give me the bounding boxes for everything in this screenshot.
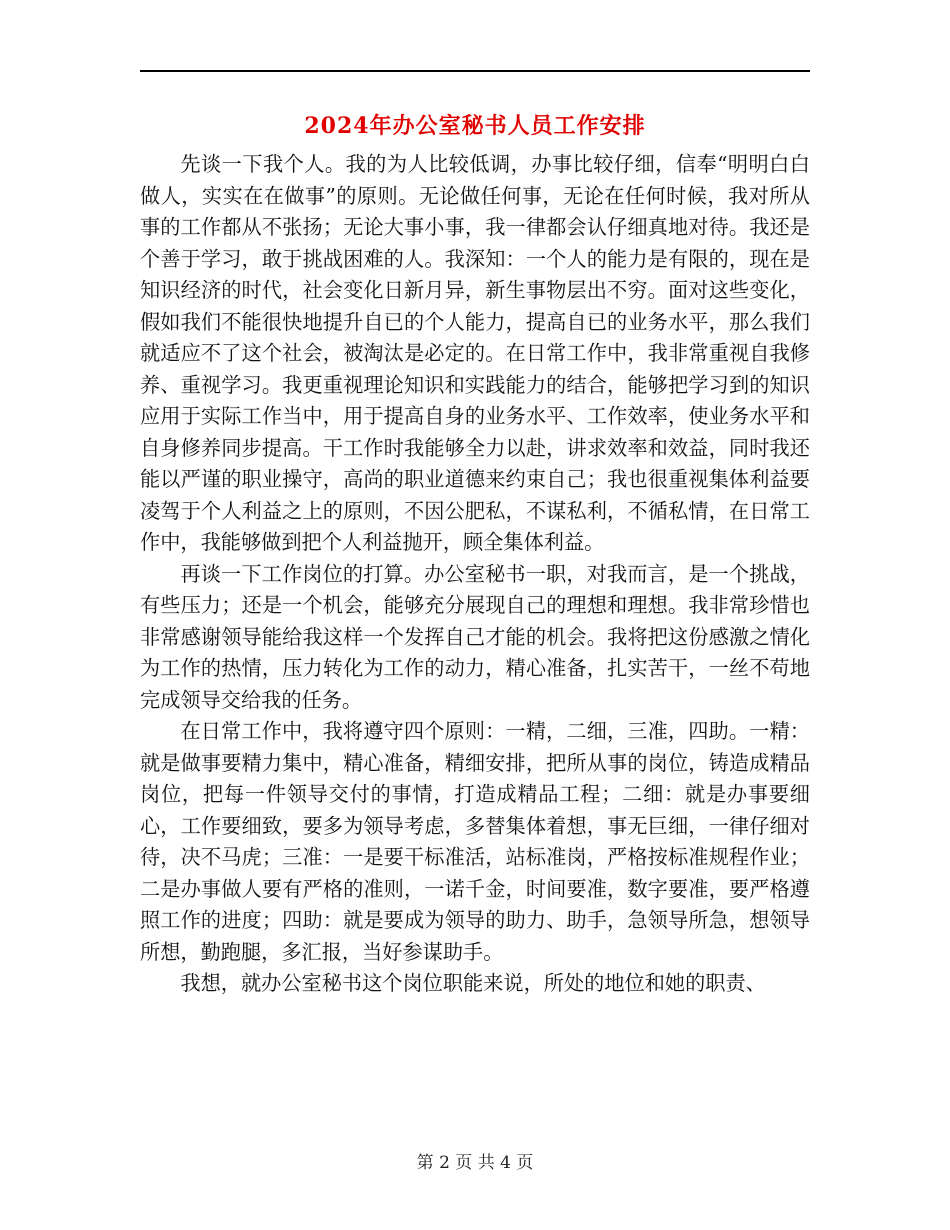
header-rule: [140, 70, 810, 72]
paragraph: 我想，就办公室秘书这个岗位职能来说，所处的地位和她的职责、: [180, 971, 766, 995]
paragraph: 再谈一下工作岗位的打算。办公室秘书一职，对我而言，是一个挑战，有些压力；还是一个机会，能够充分展现自己的理想和理想。我非常珍惜也非常感谢领导能给我这样一个发挥自己才能的机会。我将把这份感激之情化为工作的热情，压力转化为工作的动力，精心准备，扎实苦干，一丝不苟地完成领导交给我的任务。: [140, 561, 810, 712]
document-title: 2024年办公室秘书人员工作安排: [304, 113, 646, 139]
page-number-footer: 第 2 页 共 4 页: [416, 1153, 534, 1173]
paragraph: 先谈一下我个人。我的为人比较低调，办事比较仔细，信奉“明明白白做人，实实在在做事”的原则。无论做任何事，无论在任何时候，我对所从事的工作都从不张扬；无论大事小事，我一律都会认仔细真地对待。我还是个善于学习，敢于挑战困难的人。我深知：一个人的能力是有限的，现在是知识经济的时代，社会变化日新月异，新生事物层出不穷。面对这些变化，假如我们不能很快地提升自已的个人能力，提高自已的业务水平，那么我们就适应不了这个社会，被淘汰是必定的。在日常工作中，我非常重视自我修养、重视学习。我更重视理论知识和实践能力的结合，能够把学习到的知识应用于实际工作当中，用于提高自身的业务水平、工作效率，使业务水平和自身修养同步提高。干工作时我能够全力以赴，讲求效率和效益，同时我还能以严谨的职业操守，高尚的职业道德来约束自己；我也很重视集体利益要凌驾于个人利益之上的原则，不因公肥私，不谋私利，不循私情，在日常工作中，我能够做到把个人利益抛开，顾全集体利益。: [140, 152, 810, 554]
document-body: [140, 149, 810, 1000]
paragraph: 在日常工作中，我将遵守四个原则：一精，二细，三准，四助。一精：就是做事要精力集中，精心准备，精细安排，把所从事的岗位，铸造成精品岗位，把每一件领导交付的事情，打造成精品工程；二细：就是办事要细心，工作要细致，要多为领导考虑，多替集体着想，事无巨细，一律仔细对待，决不马虎；三准：一是要干标准活，站标准岗，严格按标准规程作业；二是办事做人要有严格的准则，一诺千金，时间要准，数字要准，要严格遵照工作的进度；四助：就是要成为领导的助力、助手，急领导所急，想领导所想，勤跑腿，多汇报，当好参谋助手。: [140, 719, 810, 964]
